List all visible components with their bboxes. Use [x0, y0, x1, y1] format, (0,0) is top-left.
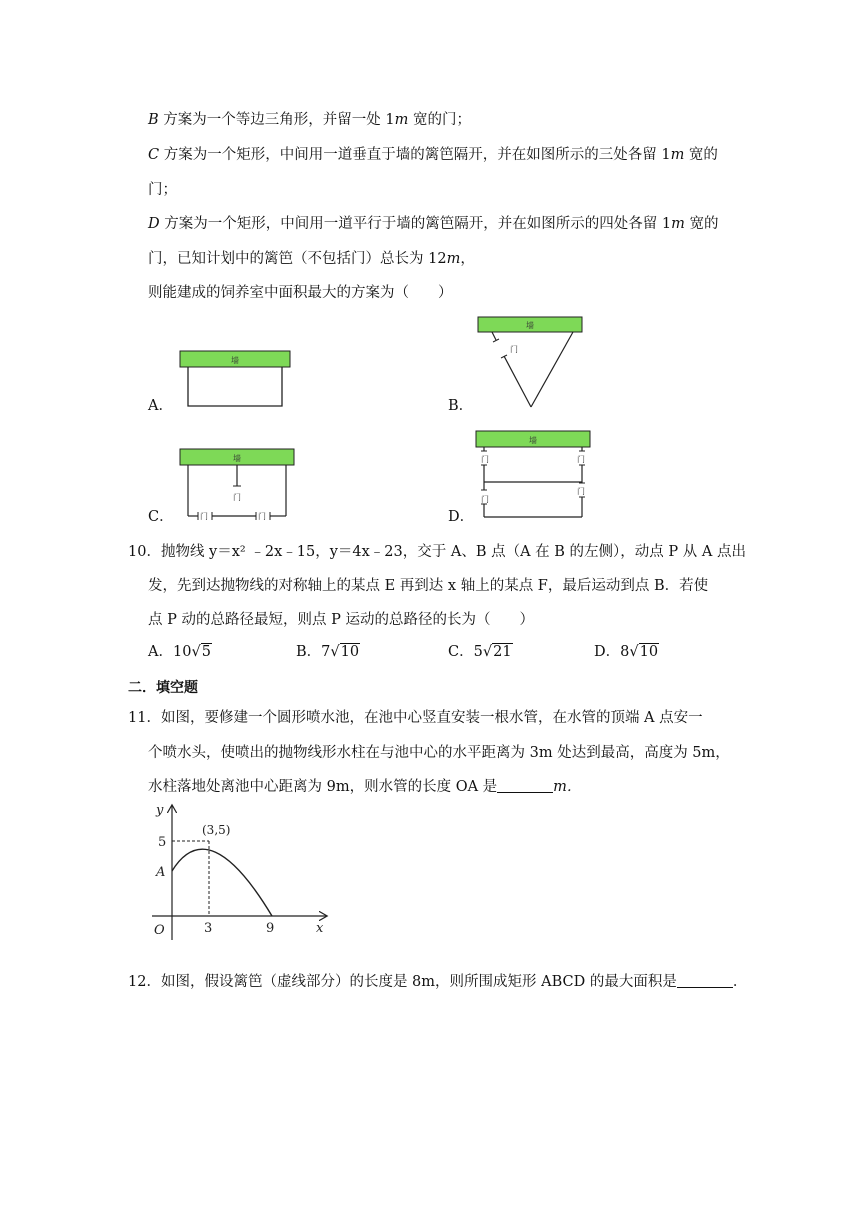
q10-line2: 发，先到达抛物线的对称轴上的某点 E 再到达 x 轴上的某点 F，最后运动到点 B．若使 — [148, 578, 709, 594]
wall-a-label: 墙 — [231, 356, 239, 365]
door-b-label: 门 — [510, 345, 518, 354]
y-axis-label: y — [156, 803, 164, 818]
q11-graph — [146, 800, 336, 950]
wall-d-label: 墙 — [529, 436, 537, 445]
q9-option-c-label: C． — [148, 509, 174, 525]
door-d-label-3: 门 — [577, 455, 585, 464]
fence-b-left-top — [492, 332, 496, 340]
q10-option-c: C．5√21 — [448, 644, 512, 660]
q11-line2: 个喷水头，使喷出的抛物线形水柱在与池中心的水平距离为 3m 处达到最高，高度为 5m， — [148, 745, 730, 761]
q9-plan-c-line1: C 方案为一个矩形，中间用一道垂直于墙的篱笆隔开，并在如图所示的三处各留 1m 宽的 — [148, 147, 718, 163]
y-tick-5: 5 — [158, 835, 167, 850]
door-d-label-2: 门 — [481, 495, 489, 504]
fence-b-right — [531, 332, 573, 407]
q11-line3: 水柱落地处离池中心距离为 9m，则水管的长度 OA 是 m． — [148, 779, 582, 795]
q12-answer-blank[interactable] — [677, 973, 733, 988]
q10-line1: 10．抛物线 y＝x² ﹣2x﹣15，y＝4x﹣23，交于 A、B 点（A 在 B 的左侧），动点 P 从 A 点出 — [128, 544, 746, 560]
q9-option-d-label: D． — [448, 509, 475, 525]
section-heading-fill-in: 二．填空题 — [128, 680, 198, 696]
q9-option-a-label: A． — [148, 398, 173, 414]
door-c-right-label: 门 — [258, 512, 266, 520]
q9-plan-b: B 方案为一个等边三角形，并留一处 1m 宽的门； — [148, 112, 471, 128]
fence-b-left-bottom — [504, 356, 531, 407]
q10-option-a: A．10√5 — [148, 644, 211, 660]
figure-d — [472, 428, 594, 522]
q10-option-b: B．7√10 — [296, 644, 360, 660]
wall-b-label: 墙 — [526, 321, 534, 330]
parabola-curve — [172, 849, 272, 916]
x-axis-label: x — [316, 921, 324, 936]
vertex-label: (3,5) — [202, 823, 231, 837]
q11-line1: 11．如图，要修建一个圆形喷水池，在池中心竖直安装一根水管，在水管的顶端 A 点安一 — [128, 710, 703, 726]
x-tick-3: 3 — [204, 921, 213, 936]
door-c-left-label: 门 — [200, 512, 208, 520]
wall-c-label: 墙 — [233, 454, 241, 463]
q9-plan-d-line2: 门，已知计划中的篱笆（不包括门）总长为 12m， — [148, 251, 475, 267]
q9-option-b-label: B． — [448, 398, 474, 414]
door-d-label-1: 门 — [481, 455, 489, 464]
door-c-middle-label: 门 — [233, 493, 241, 502]
door-b-tick-2 — [501, 355, 507, 358]
q10-line3: 点 P 动的总路径最短，则点 P 运动的总路径的长为（ ） — [148, 612, 534, 628]
q11-answer-blank[interactable] — [497, 778, 553, 793]
figure-c — [176, 446, 298, 520]
figure-a — [176, 348, 294, 410]
q10-option-d: D．8√10 — [594, 644, 659, 660]
q9-question: 则能建成的饲养室中面积最大的方案为（ ） — [148, 285, 453, 301]
q9-plan-c-line2: 门； — [148, 182, 177, 198]
point-a-label: A — [156, 865, 166, 880]
x-tick-9: 9 — [266, 921, 275, 936]
origin-label: O — [154, 923, 165, 938]
q12-line: 12．如图，假设篱笆（虚线部分）的长度是 8m，则所围成矩形 ABCD 的最大面积是 ． — [128, 974, 748, 990]
q9-plan-d-line1: D 方案为一个矩形，中间用一道平行于墙的篱笆隔开，并在如图所示的四处各留 1m 宽的 — [148, 216, 719, 232]
fence-a — [188, 367, 282, 406]
figure-b — [474, 314, 586, 412]
door-d-label-4: 门 — [577, 487, 585, 496]
